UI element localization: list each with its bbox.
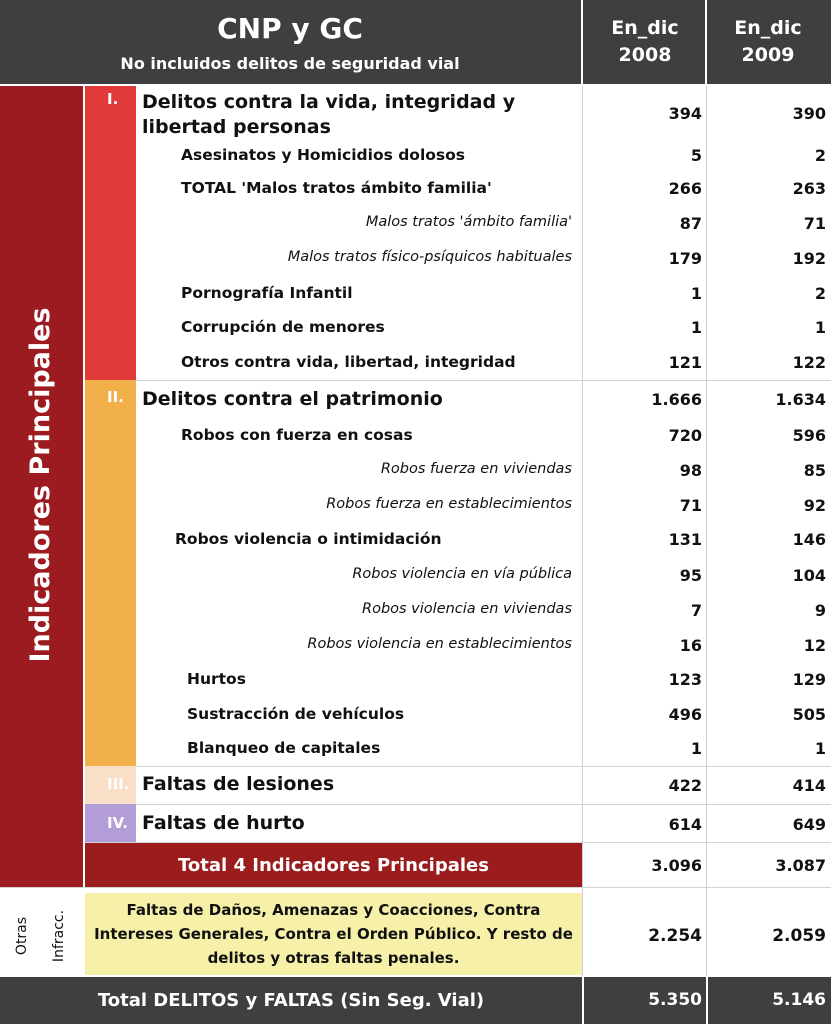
value-2008: 266 bbox=[668, 179, 702, 198]
value-2008: 614 bbox=[668, 815, 702, 834]
value-2009: 414 bbox=[792, 776, 826, 795]
value-2008: 131 bbox=[668, 530, 702, 549]
value-2008: 16 bbox=[679, 636, 702, 655]
grand-total-2008: 5.350 bbox=[648, 990, 702, 1010]
value-2008: 7 bbox=[690, 601, 702, 620]
list-item-label: Robos violencia en vía pública bbox=[352, 566, 572, 582]
value-2008: 98 bbox=[679, 461, 702, 480]
section-4-roman: IV. bbox=[107, 814, 128, 832]
value-2008: 1 bbox=[690, 318, 702, 337]
list-item-label: Robos fuerza en viviendas bbox=[380, 461, 572, 477]
side-label: Indicadores Principales bbox=[24, 307, 56, 663]
value-2009: 390 bbox=[792, 104, 826, 123]
list-item-label: Malos tratos físico-psíquicos habituales bbox=[287, 249, 572, 265]
value-2009: 2 bbox=[814, 146, 826, 165]
value-2008: 720 bbox=[668, 426, 702, 445]
value-2008: 1.666 bbox=[651, 390, 702, 409]
otras-infracciones-box bbox=[85, 893, 582, 975]
value-2009: 92 bbox=[803, 496, 826, 515]
list-item-label: Robos con fuerza en cosas bbox=[181, 426, 413, 444]
otras-2008: 2.254 bbox=[648, 926, 702, 946]
value-2009: 263 bbox=[792, 179, 826, 198]
list-item-label: Asesinatos y Homicidios dolosos bbox=[181, 146, 466, 164]
value-2009: 122 bbox=[792, 353, 826, 372]
value-2009: 104 bbox=[792, 566, 826, 585]
value-2008: 422 bbox=[668, 776, 702, 795]
otras-label-line1: Otras bbox=[14, 916, 30, 956]
grand-total-label: Total DELITOS y FALTAS (Sin Seg. Vial) bbox=[97, 989, 485, 1011]
value-2008: 5 bbox=[690, 146, 702, 165]
column-header-2008: En_dic 2008 bbox=[611, 17, 679, 66]
table-subtitle: No incluidos delitos de seguridad vial bbox=[120, 53, 460, 73]
value-2009: 146 bbox=[792, 530, 826, 549]
value-2009: 1 bbox=[814, 739, 826, 758]
list-item-label: TOTAL 'Malos tratos ámbito familia' bbox=[181, 179, 492, 197]
value-2008: 1 bbox=[690, 739, 702, 758]
list-item-label: Corrupción de menores bbox=[181, 318, 385, 336]
value-2008: 87 bbox=[679, 214, 702, 233]
section-2-roman: II. bbox=[107, 388, 124, 406]
value-2009: 1.634 bbox=[775, 390, 826, 409]
infracc-label bbox=[37, 891, 81, 981]
section-1-band bbox=[85, 86, 136, 380]
value-2009: 71 bbox=[803, 214, 826, 233]
section-1-roman: I. bbox=[107, 90, 119, 108]
list-item-label: Otros contra vida, libertad, integridad bbox=[181, 353, 516, 371]
value-2008: 123 bbox=[668, 670, 702, 689]
section-2-band bbox=[85, 380, 136, 766]
list-item-label: Pornografía Infantil bbox=[181, 284, 353, 302]
value-2008: 121 bbox=[668, 353, 702, 372]
list-item-label: Sustracción de vehículos bbox=[187, 705, 405, 723]
faltas-hurto-label: Faltas de hurto bbox=[142, 812, 305, 834]
total-indicadores-2008: 3.096 bbox=[651, 856, 702, 875]
list-item-label: Delitos contra la vida, integridad y libertad personas bbox=[142, 91, 516, 138]
grand-total-2009: 5.146 bbox=[772, 990, 826, 1010]
value-2008: 95 bbox=[679, 566, 702, 585]
value-2009: 9 bbox=[814, 601, 826, 620]
value-2009: 596 bbox=[792, 426, 826, 445]
value-2009: 505 bbox=[792, 705, 826, 724]
list-item-label: Robos violencia en establecimientos bbox=[307, 636, 572, 652]
value-2009: 2 bbox=[814, 284, 826, 303]
total-indicadores-2009: 3.087 bbox=[775, 856, 826, 875]
section-3-roman: III. bbox=[107, 775, 130, 793]
value-2009: 12 bbox=[803, 636, 826, 655]
value-2009: 85 bbox=[803, 461, 826, 480]
otras-2009: 2.059 bbox=[772, 926, 826, 946]
list-item-label: Robos fuerza en establecimientos bbox=[326, 496, 572, 512]
total-indicadores-band bbox=[85, 843, 582, 887]
value-2008: 496 bbox=[668, 705, 702, 724]
value-2008: 1 bbox=[690, 284, 702, 303]
value-2008: 394 bbox=[668, 104, 702, 123]
value-2009: 649 bbox=[792, 815, 826, 834]
otras-infracciones-text: Faltas de Daños, Amenazas y Coacciones, Contra Intereses Generales, Contra el Orden Público. Y resto de delitos y otras faltas penales. bbox=[94, 901, 573, 967]
list-item-label: Blanqueo de capitales bbox=[187, 739, 381, 757]
value-2009: 1 bbox=[814, 318, 826, 337]
column-header-2009: En_dic 2009 bbox=[734, 17, 802, 66]
list-item-label: Robos violencia o intimidación bbox=[175, 530, 442, 548]
total-indicadores-label: Total 4 Indicadores Principales bbox=[178, 854, 489, 876]
value-2008: 71 bbox=[679, 496, 702, 515]
otras-label-line2: Infracc. bbox=[51, 909, 67, 963]
value-2009: 192 bbox=[792, 249, 826, 268]
list-item-label: Robos violencia en viviendas bbox=[362, 601, 572, 617]
list-item-label: Malos tratos 'ámbito familia' bbox=[365, 214, 572, 230]
list-item-label: Delitos contra el patrimonio bbox=[142, 388, 443, 410]
faltas-lesiones-label: Faltas de lesiones bbox=[142, 773, 335, 795]
table-title: CNP y GC bbox=[217, 11, 363, 45]
list-item-label: Hurtos bbox=[187, 670, 246, 688]
value-2008: 179 bbox=[668, 249, 702, 268]
value-2009: 129 bbox=[792, 670, 826, 689]
